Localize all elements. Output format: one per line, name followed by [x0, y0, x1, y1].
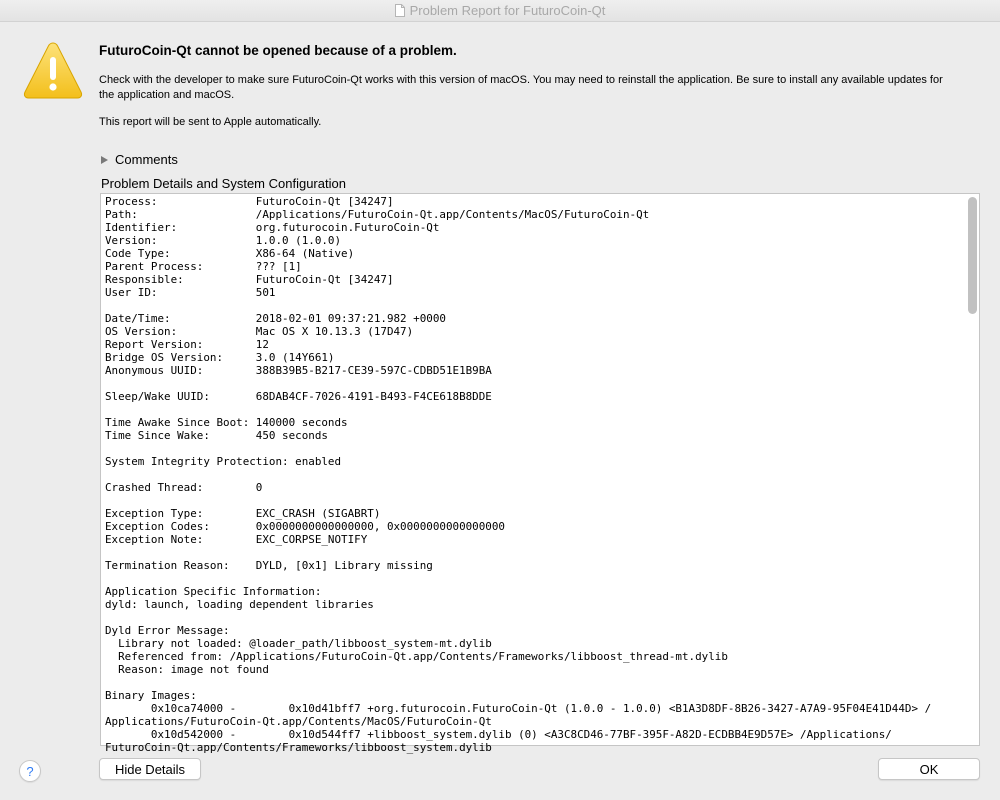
details-label: Problem Details and System Configuration [101, 176, 346, 191]
hide-details-button[interactable]: Hide Details [99, 758, 201, 780]
comments-disclosure[interactable] [101, 152, 178, 167]
report-content[interactable]: Process: FuturoCoin-Qt [34247] Path: /Applications/FuturoCoin-Qt.app/Contents/MacOS/FuturoCoin-Qt Identifier: org.futurocoin.FuturoCoin-Qt Version: 1.0.0 (1.0.0) Code Type: X86-64 (Native) Parent Process: ??? [1] Responsible: FuturoCoin-Qt [34247] User ID: 501 Date/Time: 2018-02-01 09:37:21.982 +0000 OS Version: Mac OS X 10.13.3 (17D47) Report Version: 12 Bridge OS Version: 3.0 (14Y661) Anonymous UUID: 388B39B5-B217-CE39-597C-CDBD51E1B9BA Sleep/Wake UUID: 68DAB4CF-7026-4191-B493-F4CE618B8DDE Time Awake Since Boot: 140000 seconds Time Since Wake: 450 seconds System Integrity Protection: enabled Crashed Thread: 0 Exception Type: EXC_CRASH (SIGABRT) Exception Codes: 0x0000000000000000, 0x0000000000000000 Exception Note: EXC_CORPSE_NOTIFY Termination Reason: DYLD, [0x1] Library missing Application Specific Information: dyld: launch, loading dependent libraries Dyld Error Message: Library not loaded: @loader_path/libboost_system-mt.dylib Referenced from: /Applications/FuturoCoin-Qt.app/Contents/Frameworks/libboost_thread-mt.dylib Reason: image not found Binary Images: 0x10ca74000 - 0x10d41bff7 +org.futurocoin.FuturoCoin-Qt (1.0.0 - 1.0.0) <B1A3D8DF-8B26-3427-A7A9-95F04E41D44D> / Applications/FuturoCoin-Qt.app/Contents/MacOS/FuturoCoin-Qt 0x10d542000 - 0x10d544ff7 +libboost_system.dylib (0) <A3C8CD46-77BF-395F-A82D-ECDBB4E9D57E> /Applications/ FuturoCoin-Qt.app/Contents/Frameworks/libboost_system.dylib [105, 195, 932, 754]
title-wrap [395, 3, 606, 18]
report-scrollbar[interactable] [968, 197, 977, 314]
warning-icon [23, 41, 83, 99]
ok-button[interactable]: OK [878, 758, 980, 780]
auto-report-note: This report will be sent to Apple automatically. [99, 116, 322, 128]
dialog-message: Check with the developer to make sure FuturoCoin-Qt works with this version of macOS. You may need to reinstall the application. Be sure to install any available updates for the application and macOS. [99, 74, 943, 101]
disclosure-triangle-icon[interactable] [101, 156, 108, 164]
report-text-area[interactable] [100, 193, 980, 754]
dialog-headline: FuturoCoin-Qt cannot be opened because of a problem. [99, 43, 457, 58]
help-button[interactable]: ? [19, 760, 41, 782]
comments-label: Comments [115, 152, 178, 167]
title-bar[interactable] [0, 0, 1000, 22]
document-icon [395, 4, 405, 17]
window-title: Problem Report for FuturoCoin-Qt [409, 3, 606, 18]
